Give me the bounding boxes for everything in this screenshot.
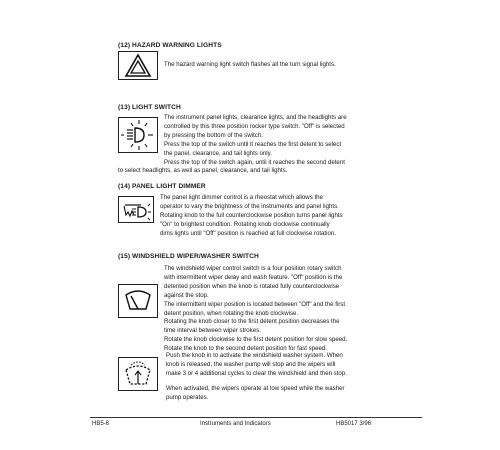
panel-dimmer-text bbox=[160, 194, 343, 239]
wiper-line: Rotate the knob to the second detent position for fast speed. bbox=[164, 345, 327, 353]
panel-dimmer-icon-box bbox=[118, 196, 154, 223]
washer-text bbox=[166, 352, 347, 379]
wiper-text bbox=[164, 265, 347, 354]
wiper-line: detent position, when rotating the knob clockwise. bbox=[164, 309, 299, 317]
light-switch-line: Press the top of the switch again, until it reaches the second detent bbox=[164, 158, 345, 166]
washer-text-2 bbox=[166, 385, 345, 403]
washer-icon-box bbox=[118, 357, 158, 391]
panel-dimmer-heading: (14) PANEL LIGHT DIMMER bbox=[118, 183, 206, 190]
light-switch-line: Press the top of the switch until it reaches the first detent to select bbox=[164, 140, 342, 148]
hazard-triangle-icon bbox=[119, 52, 157, 79]
panel-dimmer-line: operator to vary the brightness of the instruments and panel lights. bbox=[160, 202, 339, 210]
washer-line: knob is released, the washer pump will stop and the wipers will bbox=[166, 360, 336, 368]
washer-icon bbox=[119, 358, 157, 390]
footer-chapter-title: Instruments and Indicators bbox=[200, 421, 271, 427]
wiper-icon-box bbox=[118, 284, 158, 318]
wiper-icon bbox=[119, 285, 157, 317]
wiper-line: The windshield wiper control switch is a four position rotary switch bbox=[164, 265, 342, 272]
footer-rule bbox=[90, 417, 422, 418]
panel-dimmer-line: The panel light dimmer control is a rheostat which allows the bbox=[160, 194, 323, 201]
washer-line: Push the knob in to activate the windshield washer system. When bbox=[166, 352, 343, 359]
hazard-description: The hazard warning light switch flashes all the turn signal lights. bbox=[164, 61, 336, 68]
light-switch-heading: (13) LIGHT SWITCH bbox=[118, 104, 181, 111]
wiper-line: The intermittent wiper position is located between "Off" and the first bbox=[164, 300, 346, 308]
wiper-line: against the stop. bbox=[164, 291, 209, 299]
panel-dimmer-line: "On" to brightest condition. Rotating knob clockwise continually bbox=[160, 220, 330, 228]
panel-dimmer-line: dims lights until "Off" position is reached at full clockwise rotation. bbox=[160, 229, 336, 237]
wiper-line: Rotating the knob closer to the first detent position decreases the bbox=[164, 318, 340, 326]
headlight-icon bbox=[119, 118, 157, 152]
wiper-line: time interval between wiper strokes. bbox=[164, 327, 261, 335]
panel-dimmer-line: Rotating knob to the full counterclockwise position turns panel lights bbox=[160, 211, 343, 219]
light-switch-icon-box bbox=[118, 117, 158, 153]
light-switch-line: by pressing the bottom of the switch. bbox=[164, 131, 263, 139]
hazard-icon-box bbox=[118, 51, 158, 80]
footer-doc-code: HB5017 3/96 bbox=[336, 421, 372, 427]
light-switch-line: controlled by this three position rocker type switch. "Off" is selected bbox=[164, 122, 345, 130]
washer-line: pump operates. bbox=[166, 393, 209, 401]
light-switch-text bbox=[164, 114, 347, 167]
footer-page-number: HB5-6 bbox=[92, 421, 110, 427]
light-switch-line: the panel, clearance, and tail lights only. bbox=[164, 149, 272, 157]
hazard-heading: (12) HAZARD WARNING LIGHTS bbox=[118, 42, 222, 49]
wiper-line: detented position when the knob is rotated fully counterclockwise bbox=[164, 282, 340, 290]
light-switch-line: The instrument panel lights, clearance lights, and the headlights are bbox=[164, 114, 347, 121]
wiper-line: Rotate the knob clockwise to the first detent position for slow speed. bbox=[164, 336, 348, 344]
washer-line: When activated, the wipers operate at low speed while the washer bbox=[166, 385, 345, 392]
washer-line: make 3 or 4 additional cycles to clear the windshield and then stop. bbox=[166, 369, 347, 377]
wiper-heading: (15) WINDSHIELD WIPER/WASHER SWITCH bbox=[118, 253, 259, 260]
wiper-line: with intermittent wiper delay and wash feature. "Off" position is the bbox=[164, 273, 343, 281]
panel-dimmer-icon bbox=[119, 197, 153, 222]
light-switch-last-line: to select headlights, as well as panel, clearance, and tail lights. bbox=[118, 167, 288, 174]
